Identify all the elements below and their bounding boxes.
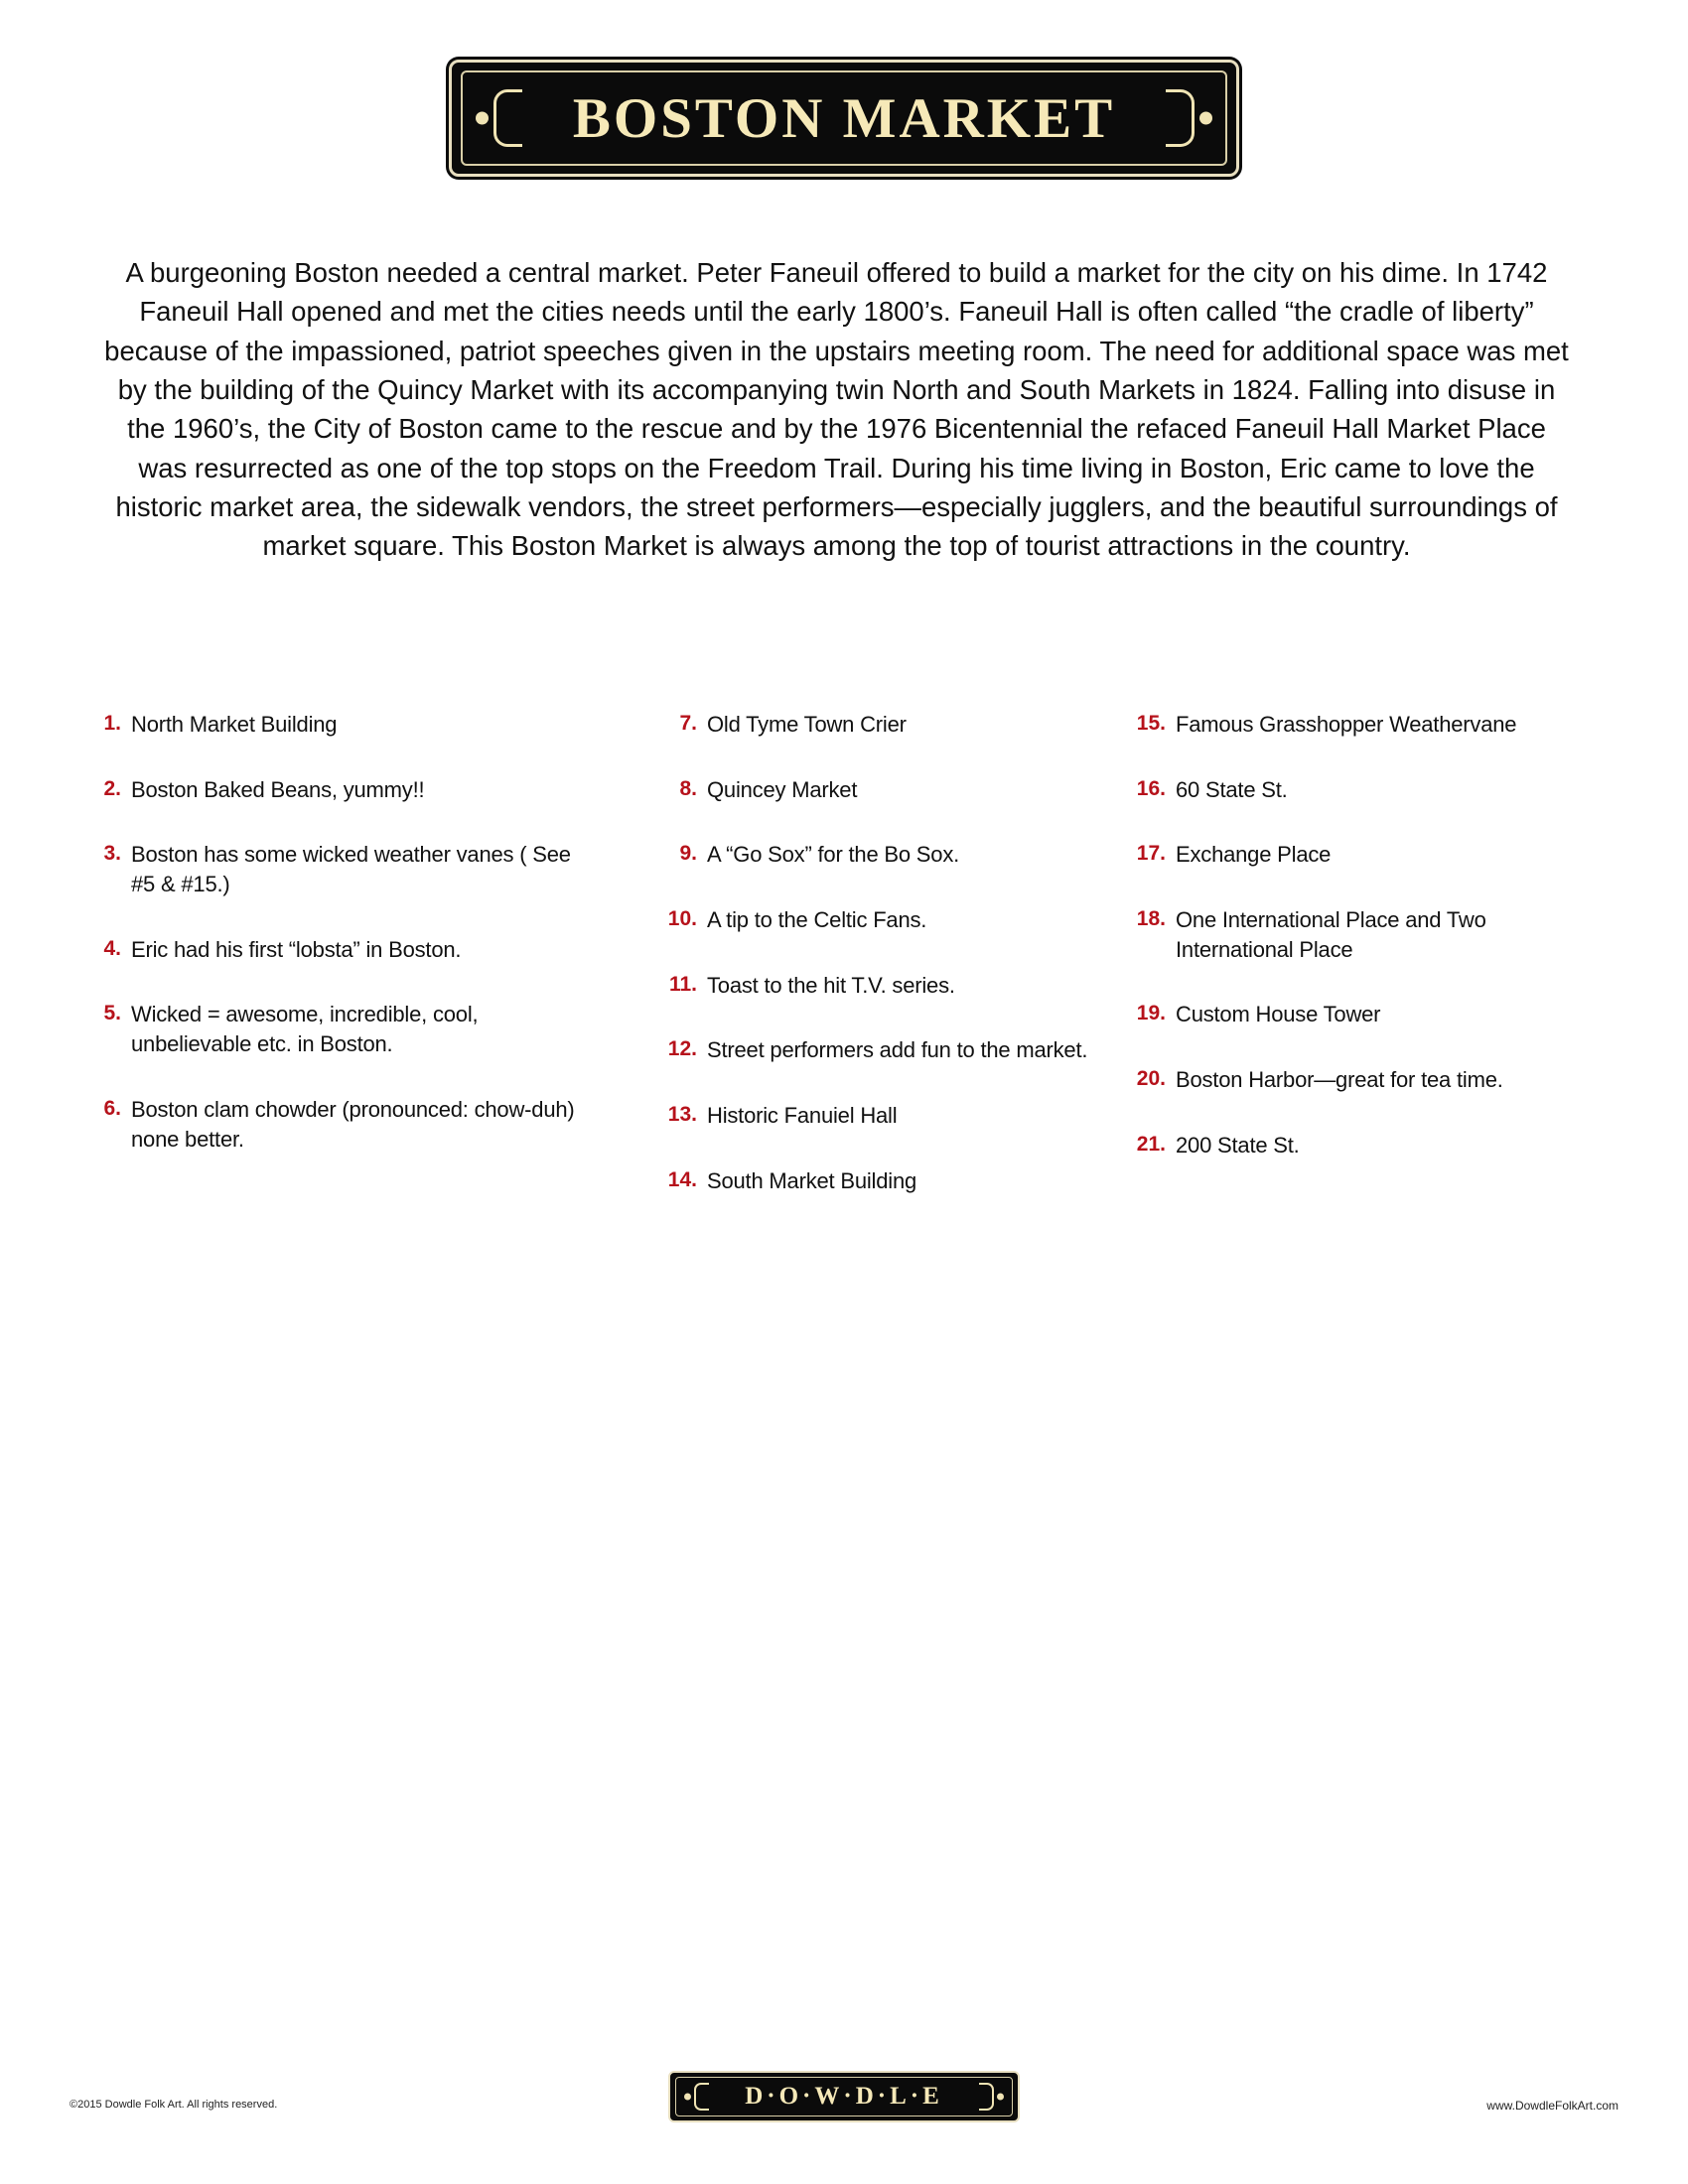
legend-label: Historic Fanuiel Hall: [707, 1103, 898, 1129]
legend-label: A tip to the Celtic Fans.: [707, 907, 927, 933]
logo-bracket-left-icon: [694, 2083, 709, 2111]
page-footer: [0, 2071, 1688, 2130]
legend-label: 60 State St.: [1176, 776, 1288, 802]
legend-number: 8.: [679, 776, 697, 800]
plaque-bracket-left-icon: [493, 89, 522, 147]
website-link[interactable]: www.DowdleFolkArt.com: [1486, 2099, 1618, 2113]
legend-number: 2.: [103, 776, 121, 800]
legend-label: Quincey Market: [707, 776, 858, 802]
legend-column-3: [1092, 710, 1599, 1232]
logo-dot-left-icon: [684, 2094, 691, 2101]
list-item: [1132, 775, 1599, 805]
legend-label: Toast to the hit T.V. series.: [707, 972, 955, 998]
logo-bracket-right-icon: [979, 2083, 994, 2111]
legend-number: 11.: [668, 972, 697, 996]
list-item: [87, 1000, 586, 1058]
legend-number: 12.: [667, 1037, 697, 1061]
list-item: [663, 905, 1092, 935]
legend-number: 5.: [103, 1002, 121, 1025]
list-item: [663, 971, 1092, 1001]
legend-label: 200 State St.: [1176, 1132, 1300, 1158]
legend-column-2: [586, 710, 1092, 1232]
legend-number: 9.: [679, 842, 697, 866]
legend-number: 16.: [1136, 776, 1166, 800]
copyright-text: ©2015 Dowdle Folk Art. All rights reserved.: [70, 2099, 278, 2111]
legend-label: South Market Building: [707, 1167, 917, 1193]
list-item: [1132, 905, 1599, 964]
list-item: [1132, 840, 1599, 870]
legend-label: Street performers add fun to the market.: [707, 1037, 1088, 1063]
legend-number: 20.: [1136, 1067, 1166, 1091]
legend-label: A “Go Sox” for the Bo Sox.: [707, 842, 960, 868]
list-item: [1132, 1065, 1599, 1095]
legend-label: Boston Baked Beans, yummy!!: [131, 776, 425, 802]
brand-logo: [668, 2071, 1020, 2122]
legend-label: Exchange Place: [1176, 842, 1332, 868]
legend-number: 18.: [1136, 907, 1166, 931]
logo-plaque: [668, 2071, 1020, 2122]
legend-label: Boston Harbor—great for tea time.: [1176, 1067, 1503, 1093]
legend-label: Eric had his first “lobsta” in Boston.: [131, 936, 462, 962]
plaque-dot-left-icon: [476, 112, 489, 125]
list-item: [663, 840, 1092, 870]
page-title: BOSTON MARKET: [572, 86, 1116, 150]
legend-label: Wicked = awesome, incredible, cool, unbelievable etc. in Boston.: [131, 1002, 479, 1057]
title-plaque: [449, 60, 1239, 177]
list-item: [87, 710, 586, 740]
list-item: [663, 775, 1092, 805]
legend-label: Famous Grasshopper Weathervane: [1176, 712, 1517, 737]
legend-number: 7.: [679, 712, 697, 735]
legend-label: Custom House Tower: [1176, 1002, 1381, 1027]
list-item: [663, 1035, 1092, 1065]
legend-label: One International Place and Two International Place: [1176, 907, 1486, 962]
legend-label: Boston clam chowder (pronounced: chow-duh) none better.: [131, 1096, 575, 1152]
list-item: [87, 775, 586, 805]
title-banner: [0, 60, 1688, 177]
legend-number: 1.: [103, 712, 121, 735]
list-item: [1132, 1000, 1599, 1029]
legend-number: 17.: [1136, 842, 1166, 866]
legend-number: 14.: [667, 1167, 697, 1191]
list-item: [1132, 710, 1599, 740]
legend-number: 21.: [1136, 1132, 1166, 1156]
legend-number: 15.: [1136, 712, 1166, 735]
list-item: [663, 1166, 1092, 1196]
plaque-bracket-right-icon: [1166, 89, 1195, 147]
list-item: [663, 1101, 1092, 1131]
legend-label: North Market Building: [131, 712, 338, 737]
legend-number: 19.: [1136, 1002, 1166, 1025]
legend-label: Old Tyme Town Crier: [707, 712, 907, 737]
intro-paragraph: A burgeoning Boston needed a central market. Peter Faneuil offered to build a market for the city on his dime. In 1742 Faneuil Hall opened and met the cities needs until the early 1800’s. Faneuil Hall is often called “the cradle of liberty” because of the impassioned, patriot speeches given in the upstairs meeting room. The need for additional space was met by the building of the Quincy Market with its accompanying twin North and South Markets in 1824. Falling into disuse in the 1960’s, the City of Boston came to the rescue and by the 1976 Bicentennial the refaced Faneuil Hall Market Place was resurrected as one of the top stops on the Freedom Trail. During his time living in Boston, Eric came to love the historic market area, the sidewalk vendors, the street performers—especially jugglers, and the beautiful surroundings of market square. This Boston Market is always among the top of tourist attractions in the country.: [104, 257, 1569, 562]
legend-number: 10.: [667, 907, 697, 931]
legend-label: Boston has some wicked weather vanes ( See #5 & #15.): [131, 842, 571, 897]
legend-number: 13.: [667, 1103, 697, 1127]
legend-number: 4.: [103, 936, 121, 960]
logo-text: D·O·W·D·L·E: [745, 2083, 943, 2110]
legend-number: 6.: [103, 1096, 121, 1120]
legend-list: [79, 710, 1609, 1232]
legend-number: 3.: [103, 842, 121, 866]
plaque-dot-right-icon: [1199, 112, 1212, 125]
list-item: [87, 935, 586, 965]
list-item: [1132, 1131, 1599, 1160]
legend-column-1: [79, 710, 586, 1232]
list-item: [87, 1095, 586, 1154]
list-item: [663, 710, 1092, 740]
logo-dot-right-icon: [997, 2094, 1004, 2101]
list-item: [87, 840, 586, 898]
